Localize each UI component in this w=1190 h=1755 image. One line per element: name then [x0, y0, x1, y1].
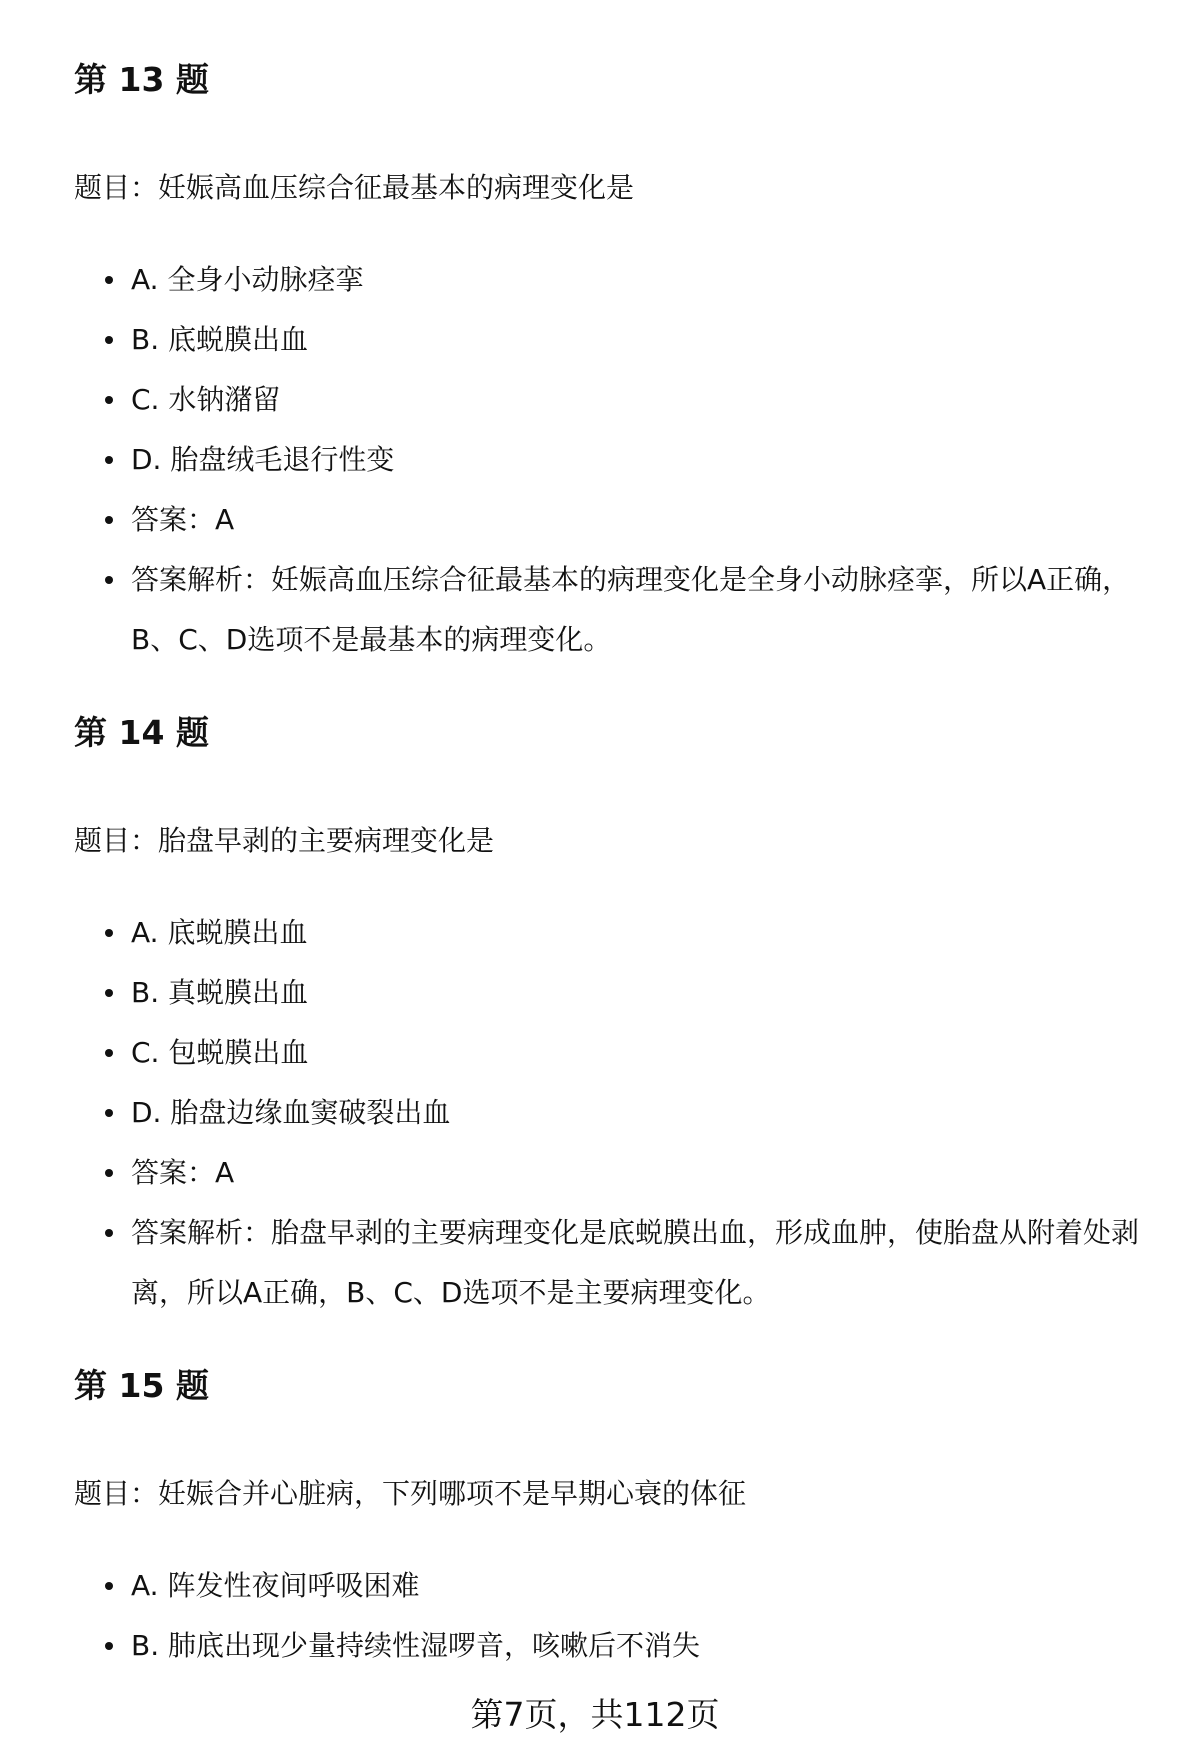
bullet-icon [105, 1229, 113, 1237]
question-15-stem: 题目：妊娠合并心脏病，下列哪项不是早期心衰的体征 [74, 1477, 747, 1510]
question-14-stem: 题目：胎盘早剥的主要病理变化是 [74, 824, 495, 857]
bullet-icon [105, 989, 113, 997]
bullet-icon [105, 1582, 113, 1590]
bullet-icon [105, 276, 113, 284]
bullet-icon [105, 1049, 113, 1057]
bullet-icon [105, 396, 113, 404]
question-13-title: 第 13 题 [74, 60, 209, 99]
question-15-title: 第 15 题 [74, 1366, 209, 1405]
bullet-icon [105, 456, 113, 464]
answer-explanation: 答案解析：胎盘早剥的主要病理变化是底蜕膜出血，形成血肿，使胎盘从附着处剥离，所以A正确，B、C、D选项不是主要病理变化。 [0, 1203, 1190, 1323]
bullet-icon [105, 929, 113, 937]
bullet-icon [105, 1642, 113, 1650]
question-14-options [0, 903, 1190, 1323]
page-number-footer: 第7页，共112页 [470, 1695, 720, 1734]
bullet-icon [105, 516, 113, 524]
answer-explanation: 答案解析：妊娠高血压综合征最基本的病理变化是全身小动脉痉挛，所以A正确，B、C、D选项不是最基本的病理变化。 [0, 550, 1190, 670]
option-a: A. 阵发性夜间呼吸困难 [0, 1556, 1190, 1616]
bullet-icon [105, 336, 113, 344]
option-b: B. 肺底出现少量持续性湿啰音，咳嗽后不消失 [0, 1616, 1190, 1676]
option-c: C. 水钠潴留 [0, 370, 1190, 430]
answer: 答案：A [0, 490, 1190, 550]
bullet-icon [105, 1109, 113, 1117]
question-15-options [0, 1556, 1190, 1676]
bullet-icon [105, 1169, 113, 1177]
question-14-title: 第 14 题 [74, 713, 209, 752]
option-d: D. 胎盘边缘血窦破裂出血 [0, 1083, 1190, 1143]
question-13-options [0, 250, 1190, 670]
option-c: C. 包蜕膜出血 [0, 1023, 1190, 1083]
bullet-icon [105, 576, 113, 584]
question-13-stem: 题目：妊娠高血压综合征最基本的病理变化是 [74, 171, 635, 204]
answer: 答案：A [0, 1143, 1190, 1203]
option-d: D. 胎盘绒毛退行性变 [0, 430, 1190, 490]
option-a: A. 底蜕膜出血 [0, 903, 1190, 963]
option-b: B. 真蜕膜出血 [0, 963, 1190, 1023]
option-a: A. 全身小动脉痉挛 [0, 250, 1190, 310]
option-b: B. 底蜕膜出血 [0, 310, 1190, 370]
